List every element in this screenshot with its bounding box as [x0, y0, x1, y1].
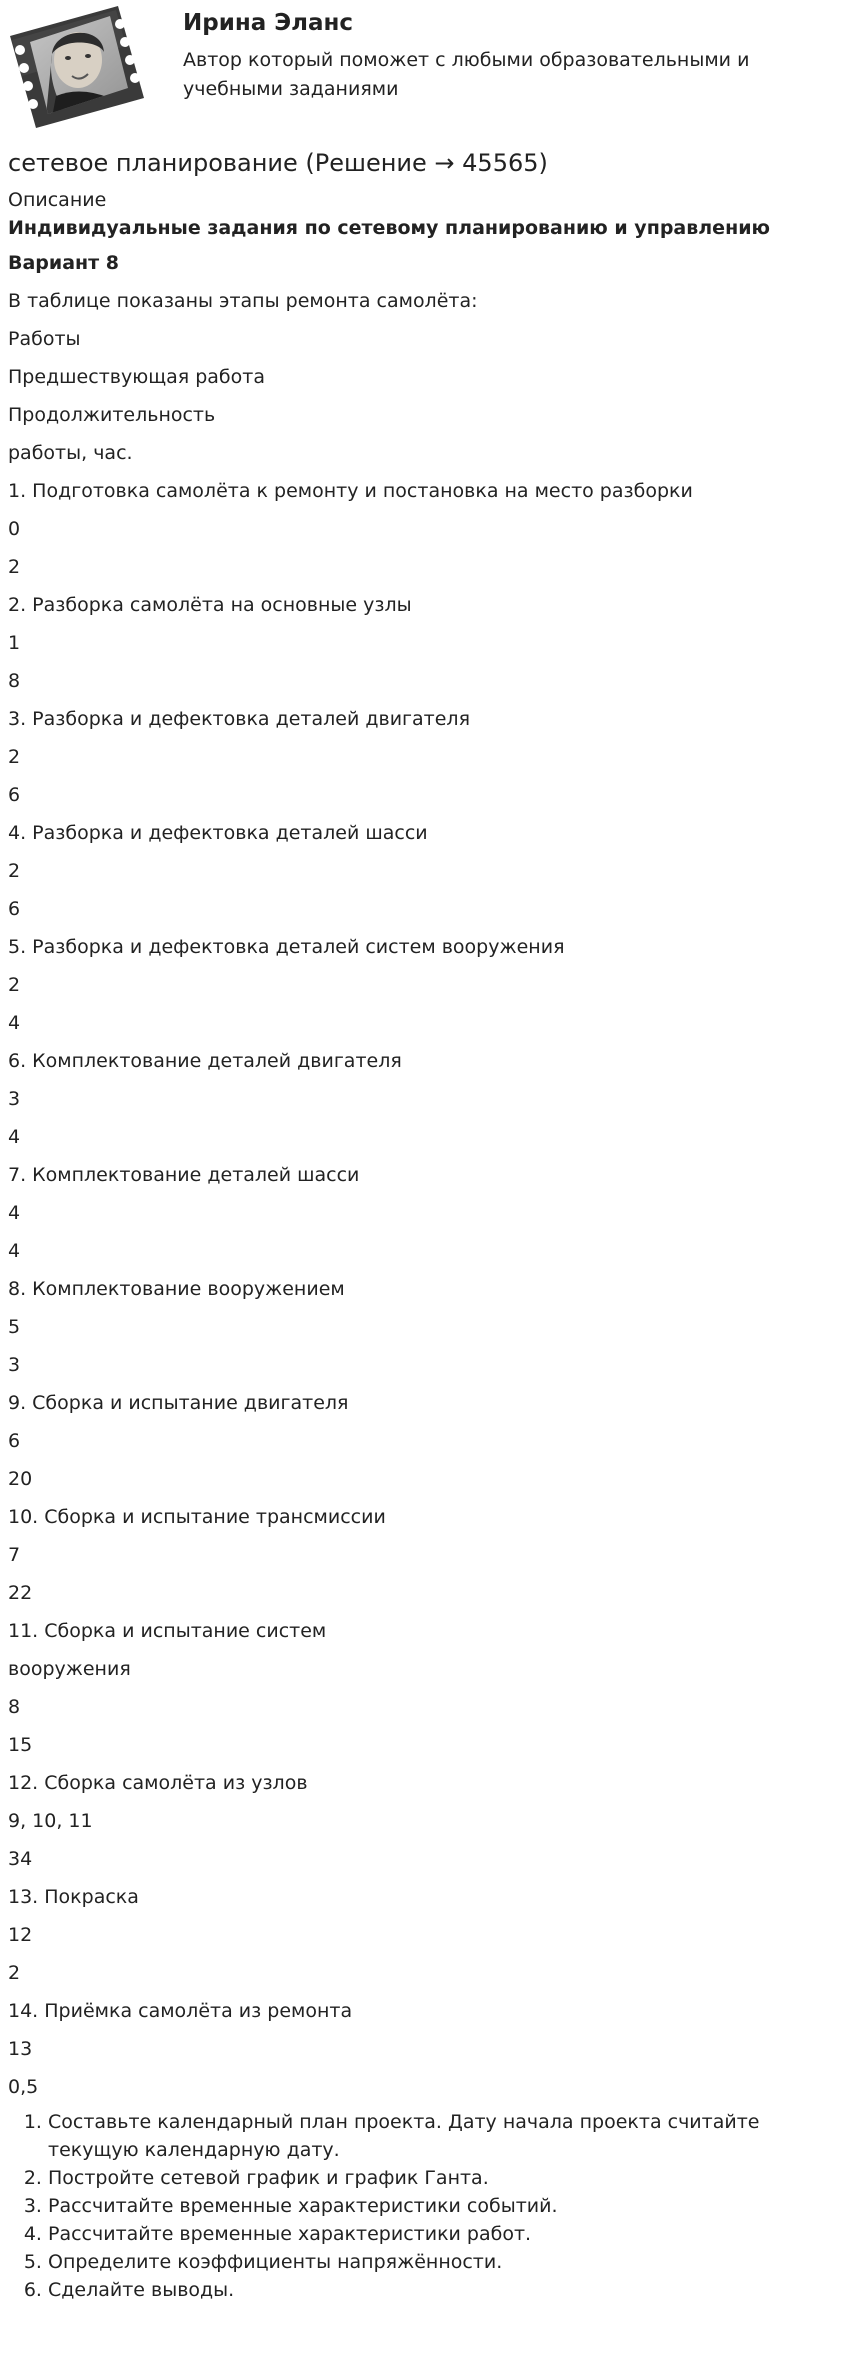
- task-list-item: 4. Рассчитайте временные характеристики работ.: [48, 2220, 788, 2248]
- task-list-item: 1. Составьте календарный план проекта. Дату начала проекта считайте текущую календарную дату.: [48, 2108, 788, 2164]
- content-paragraph: 10. Сборка и испытание трансмиссии: [8, 1506, 386, 1528]
- content-paragraph: 3: [8, 1354, 21, 1376]
- content-paragraph: 4: [8, 1012, 21, 1034]
- content-paragraph: работы, час.: [8, 442, 133, 464]
- content-paragraph: Работы: [8, 328, 81, 350]
- content-paragraph: 2: [8, 860, 21, 882]
- author-name[interactable]: Ирина Эланс: [183, 10, 354, 36]
- content-paragraph: Продолжительность: [8, 404, 216, 426]
- content-paragraph: 8: [8, 670, 21, 692]
- content-paragraph: 13: [8, 2038, 33, 2060]
- content-paragraph: 0,5: [8, 2076, 39, 2098]
- content-paragraph: 11. Сборка и испытание систем: [8, 1620, 327, 1642]
- content-paragraph: Предшествующая работа: [8, 366, 265, 388]
- page-title: сетевое планирование (Решение → 45565): [8, 149, 548, 177]
- content-paragraph: 4: [8, 1202, 21, 1224]
- content-paragraph: 20: [8, 1468, 33, 1490]
- content-paragraph: 2. Разборка самолёта на основные узлы: [8, 594, 412, 616]
- task-list: [8, 2108, 788, 2304]
- content-paragraph: 15: [8, 1734, 33, 1756]
- content-paragraph: 1: [8, 632, 21, 654]
- content-paragraph: 4: [8, 1240, 21, 1262]
- content-paragraph: 8. Комплектование вооружением: [8, 1278, 345, 1300]
- content-paragraph: 8: [8, 1696, 21, 1718]
- content-paragraph: 9. Сборка и испытание двигателя: [8, 1392, 349, 1414]
- author-avatar[interactable]: [6, 6, 148, 128]
- content-paragraph: 2: [8, 1962, 21, 1984]
- assignment-heading: Индивидуальные задания по сетевому планированию и управлению: [8, 217, 770, 239]
- content-paragraph: 6. Комплектование деталей двигателя: [8, 1050, 402, 1072]
- task-description: [8, 212, 847, 2304]
- intro-text: В таблице показаны этапы ремонта самолёта:: [8, 290, 478, 312]
- section-label-description: Описание: [8, 189, 107, 211]
- content-paragraph: 22: [8, 1582, 33, 1604]
- task-list-item: 2. Постройте сетевой график и график Ганта.: [48, 2164, 788, 2192]
- content-paragraph: 5: [8, 1316, 21, 1338]
- content-paragraph: 6: [8, 898, 21, 920]
- author-description: Автор который поможет с любыми образовательными и учебными заданиями: [183, 49, 750, 100]
- author-card: [0, 0, 847, 132]
- content-paragraph: 3. Разборка и дефектовка деталей двигателя: [8, 708, 471, 730]
- content-paragraph: 14. Приёмка самолёта из ремонта: [8, 2000, 353, 2022]
- content-paragraph: вооружения: [8, 1658, 131, 1680]
- content-paragraph: 5. Разборка и дефектовка деталей систем вооружения: [8, 936, 565, 958]
- content-paragraph: 1. Подготовка самолёта к ремонту и постановка на место разборки: [8, 480, 693, 502]
- content-paragraph: 2: [8, 746, 21, 768]
- film-reel-avatar-image: [6, 6, 148, 128]
- content-paragraph: 12. Сборка самолёта из узлов: [8, 1772, 308, 1794]
- content-paragraph: 2: [8, 974, 21, 996]
- variant-label: Вариант 8: [8, 252, 120, 274]
- task-list-item: 6. Сделайте выводы.: [48, 2276, 788, 2304]
- content-paragraph: 12: [8, 1924, 33, 1946]
- content-paragraph: 7: [8, 1544, 21, 1566]
- works-table-text: [8, 320, 847, 2106]
- content-paragraph: 0: [8, 518, 21, 540]
- content-paragraph: 4. Разборка и дефектовка деталей шасси: [8, 822, 428, 844]
- task-list-item: 5. Определите коэффициенты напряжённости.: [48, 2248, 788, 2276]
- content-paragraph: 34: [8, 1848, 33, 1870]
- content-paragraph: 7. Комплектование деталей шасси: [8, 1164, 360, 1186]
- content-paragraph: 13. Покраска: [8, 1886, 139, 1908]
- task-list-item: 3. Рассчитайте временные характеристики событий.: [48, 2192, 788, 2220]
- content-paragraph: 4: [8, 1126, 21, 1148]
- content-paragraph: 6: [8, 1430, 21, 1452]
- content-paragraph: 9, 10, 11: [8, 1810, 93, 1832]
- content-paragraph: 3: [8, 1088, 21, 1110]
- content-paragraph: 6: [8, 784, 21, 806]
- content-paragraph: 2: [8, 556, 21, 578]
